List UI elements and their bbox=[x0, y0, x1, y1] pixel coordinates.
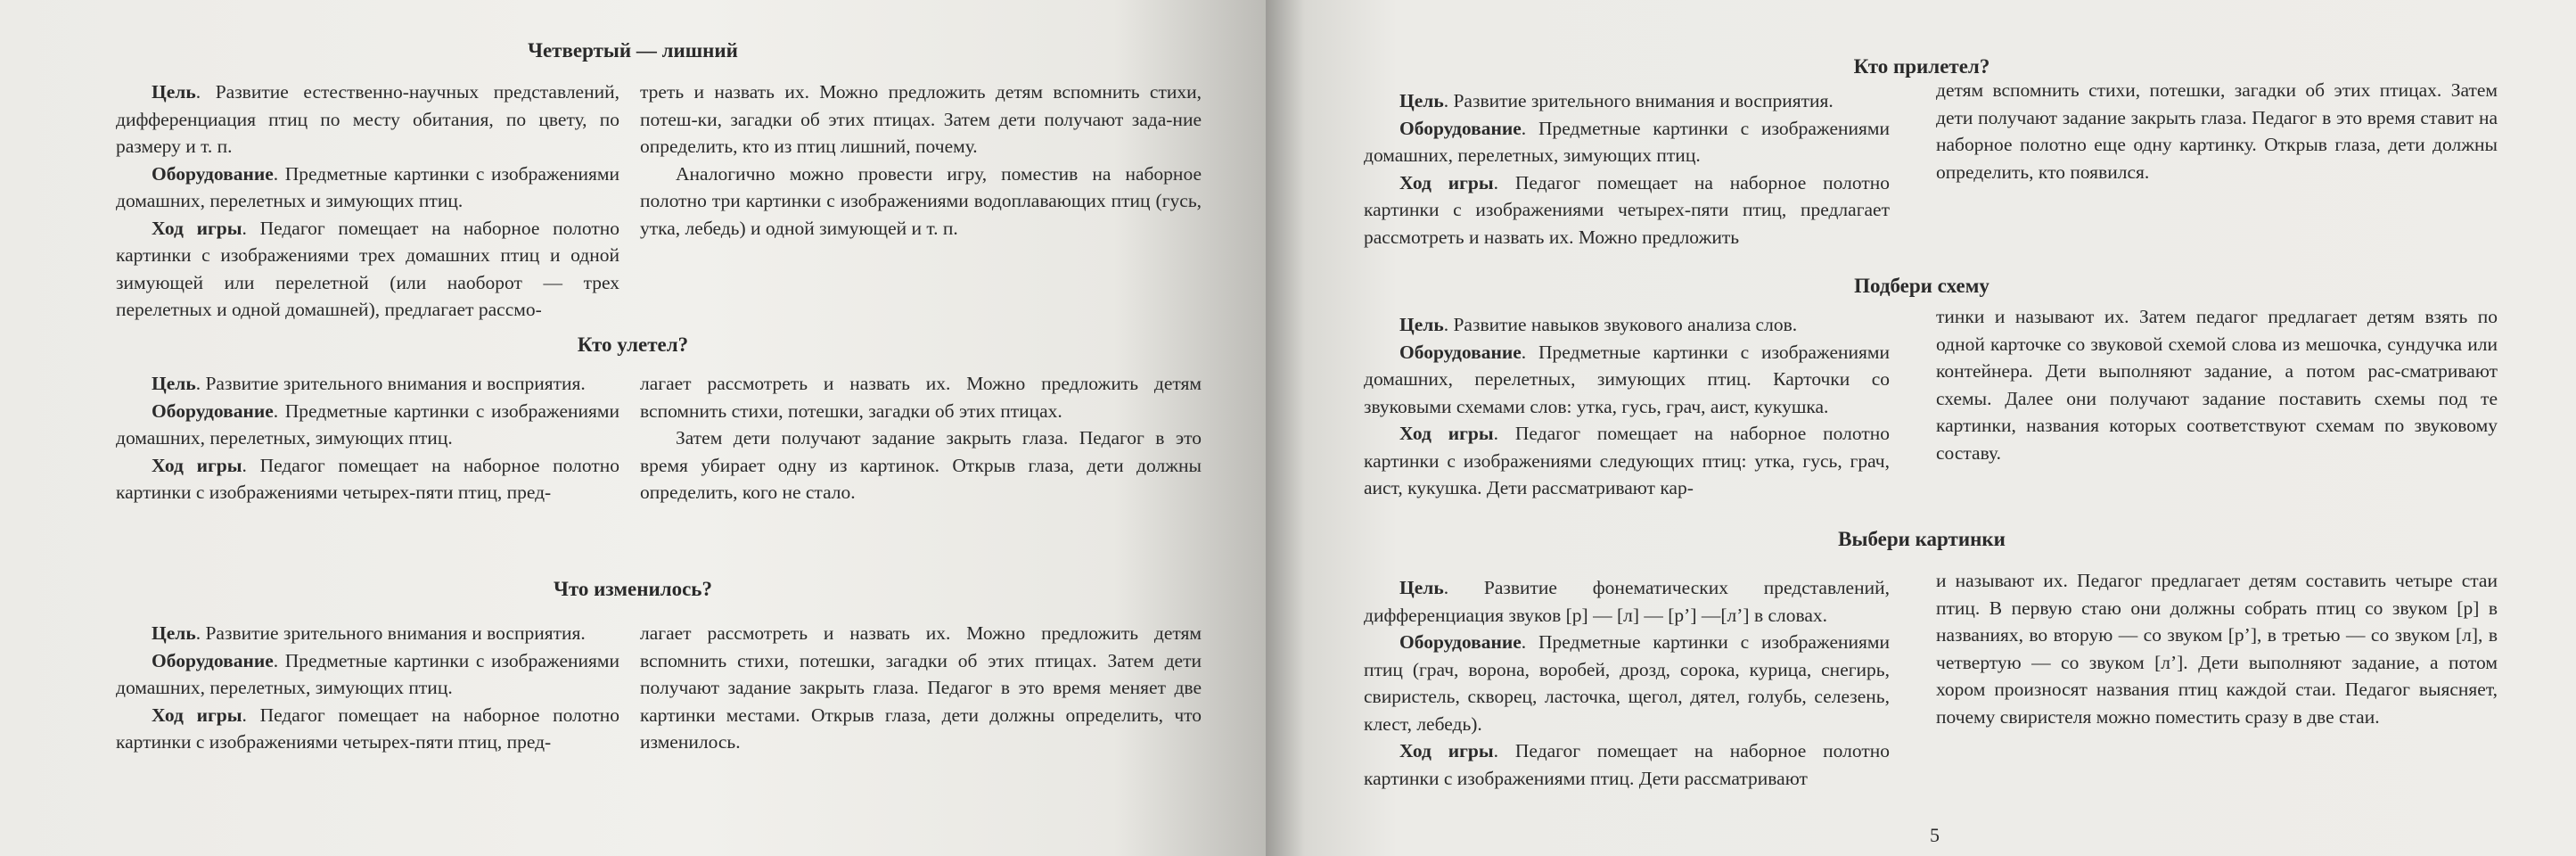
game-procedure: Ход игры. Педагог помещает на наборное полотно картинки с изображениями четырех-пяти птиц, предлагает рассмотреть и назвать их. Можно предложить bbox=[1364, 171, 1890, 248]
right-page bbox=[1266, 0, 2576, 856]
game-goal: Цель. Развитие навыков звукового анализа слов. bbox=[1399, 314, 1798, 335]
game-title: Подбери схему bbox=[1854, 275, 1989, 297]
game-column-right bbox=[640, 78, 1202, 242]
game-column-left bbox=[116, 370, 619, 506]
game-column-right bbox=[640, 620, 1202, 756]
game-paragraph: Аналогично можно провести игру, поместив на наборное полотно три картинки с изображениями водоплавающих птиц (гусь, утка, лебедь) и одной зимующей и т. п. bbox=[640, 162, 1202, 239]
left-page bbox=[0, 0, 1266, 856]
game-paragraph: Затем дети получают задание закрыть глаза. Педагог в это время убирает одну из картинок. Открыв глаза, дети должны определить, кого не стало. bbox=[640, 427, 1202, 503]
game-equipment: Оборудование. Предметные картинки с изображениями домашних, перелетных и зимующих птиц. bbox=[116, 162, 619, 211]
game-paragraph: треть и назвать их. Можно предложить детям вспомнить стихи, потеш-ки, загадки об этих птицах. Затем дети получают зада-ние определить, кто из птиц лишний, почему. bbox=[640, 81, 1202, 157]
game-paragraph: тинки и называют их. Затем педагог предлагает детям взять по одной карточке со звуковой схемой слова из мешочка, сундучка или контейнера. Дети выполняют задание, а потом рас-сматривают схемы. Далее они получают задание поставить схемы под те картинки, названия которых соответствуют схемам по звуковому составу. bbox=[1936, 306, 2498, 464]
game-goal: Цель. Развитие зрительного внимания и восприятия. bbox=[152, 373, 586, 394]
game-column-right bbox=[1936, 303, 2498, 466]
game-goal: Цель. Развитие зрительного внимания и восприятия. bbox=[152, 622, 586, 644]
game-column-right bbox=[1936, 567, 2498, 730]
game-equipment: Оборудование. Предметные картинки с изображениями домашних, перелетных, зимующих птиц. Карточки со звуковыми схемами слов: утка, гусь, грач, аист, кукушка. bbox=[1364, 341, 1890, 417]
game-equipment: Оборудование. Предметные картинки с изображениями домашних, перелетных, зимующих птиц. bbox=[116, 649, 619, 698]
game-title: Что изменилось? bbox=[554, 578, 712, 600]
game-paragraph: лагает рассмотреть и назвать их. Можно предложить детям вспомнить стихи, потешки, загадки об этих птицах. Затем дети получают задание закрыть глаза. Педагог в это время меняет две картинки местами. Открыв глаза, дети должны определить, что изменилось. bbox=[640, 622, 1202, 753]
game-paragraph: и называют их. Педагог предлагает детям составить четыре стаи птиц. В первую стаю они должны собрать птиц со звуком [р] в названиях, во вторую — со звуком [р’], в третью — со звуком [л], в четвертую — со звуком [л’]. Дети выполняют задание, а потом хором произносят названия птиц каждой стаи. Педагог выясняет, почему свиристеля можно поместить сразу в две стаи. bbox=[1936, 570, 2498, 728]
game-goal: Цель. Развитие зрительного внимания и восприятия. bbox=[1399, 90, 1834, 111]
game-column-right bbox=[640, 370, 1202, 506]
game-title: Кто прилетел? bbox=[1853, 55, 1990, 78]
game-equipment: Оборудование. Предметные картинки с изображениями птиц (грач, ворона, воробей, дрозд, сорока, курица, снегирь, свиристель, скворец, ласточка, щегол, дятел, голубь, селезень, клест, лебедь). bbox=[1364, 631, 1890, 735]
game-title: Кто улетел? bbox=[577, 333, 689, 356]
game-equipment: Оборудование. Предметные картинки с изображениями домашних, перелетных, зимующих птиц. bbox=[1364, 117, 1890, 166]
game-goal: Цель. Развитие естественно-научных представлений, дифференциация птиц по месту обитания, по цвету, по размеру и т. п. bbox=[116, 81, 619, 157]
game-column-left bbox=[116, 78, 619, 324]
game-equipment: Оборудование. Предметные картинки с изображениями домашних, перелетных, зимующих птиц. bbox=[116, 399, 619, 449]
game-paragraph: лагает рассмотреть и назвать их. Можно предложить детям вспомнить стихи, потешки, загадки об этих птицах. bbox=[640, 373, 1202, 422]
game-paragraph: детям вспомнить стихи, потешки, загадки об этих птицах. Затем дети получают задание закрыть глаза. Педагог в это время ставит на наборное полотно еще одну картинку. Открыв глаза, дети должны определить, кто появился. bbox=[1936, 79, 2498, 183]
page-number: 5 bbox=[1930, 824, 1940, 846]
game-procedure: Ход игры. Педагог помещает на наборное полотно картинки с изображениями четырех-пяти птиц, пред- bbox=[116, 704, 619, 753]
game-procedure: Ход игры. Педагог помещает на наборное полотно картинки с изображениями трех домашних птиц и одной зимующей или перелетной (или наоборот — трех перелетных и одной домашней), предлагает рассмо- bbox=[116, 217, 619, 320]
game-column-right bbox=[1936, 77, 2498, 185]
game-procedure: Ход игры. Педагог помещает на наборное полотно картинки с изображениями четырех-пяти птиц, пред- bbox=[116, 454, 619, 503]
game-column-left bbox=[1364, 311, 1890, 502]
game-column-left bbox=[1364, 87, 1890, 251]
game-column-left bbox=[1364, 574, 1890, 792]
game-procedure: Ход игры. Педагог помещает на наборное полотно картинки с изображениями птиц. Дети рассматривают bbox=[1364, 740, 1890, 789]
game-column-left bbox=[116, 620, 619, 756]
game-title: Выбери картинки bbox=[1838, 528, 2006, 550]
game-procedure: Ход игры. Педагог помещает на наборное полотно картинки с изображениями следующих птиц: утка, гусь, грач, аист, кукушка. Дети рассматривают кар- bbox=[1364, 423, 1890, 498]
game-title: Четвертый — лишний bbox=[528, 39, 738, 62]
game-goal: Цель. Развитие фонематических представлений, дифференциация звуков [р] — [л] — [р’] —[л’] в словах. bbox=[1364, 577, 1890, 626]
